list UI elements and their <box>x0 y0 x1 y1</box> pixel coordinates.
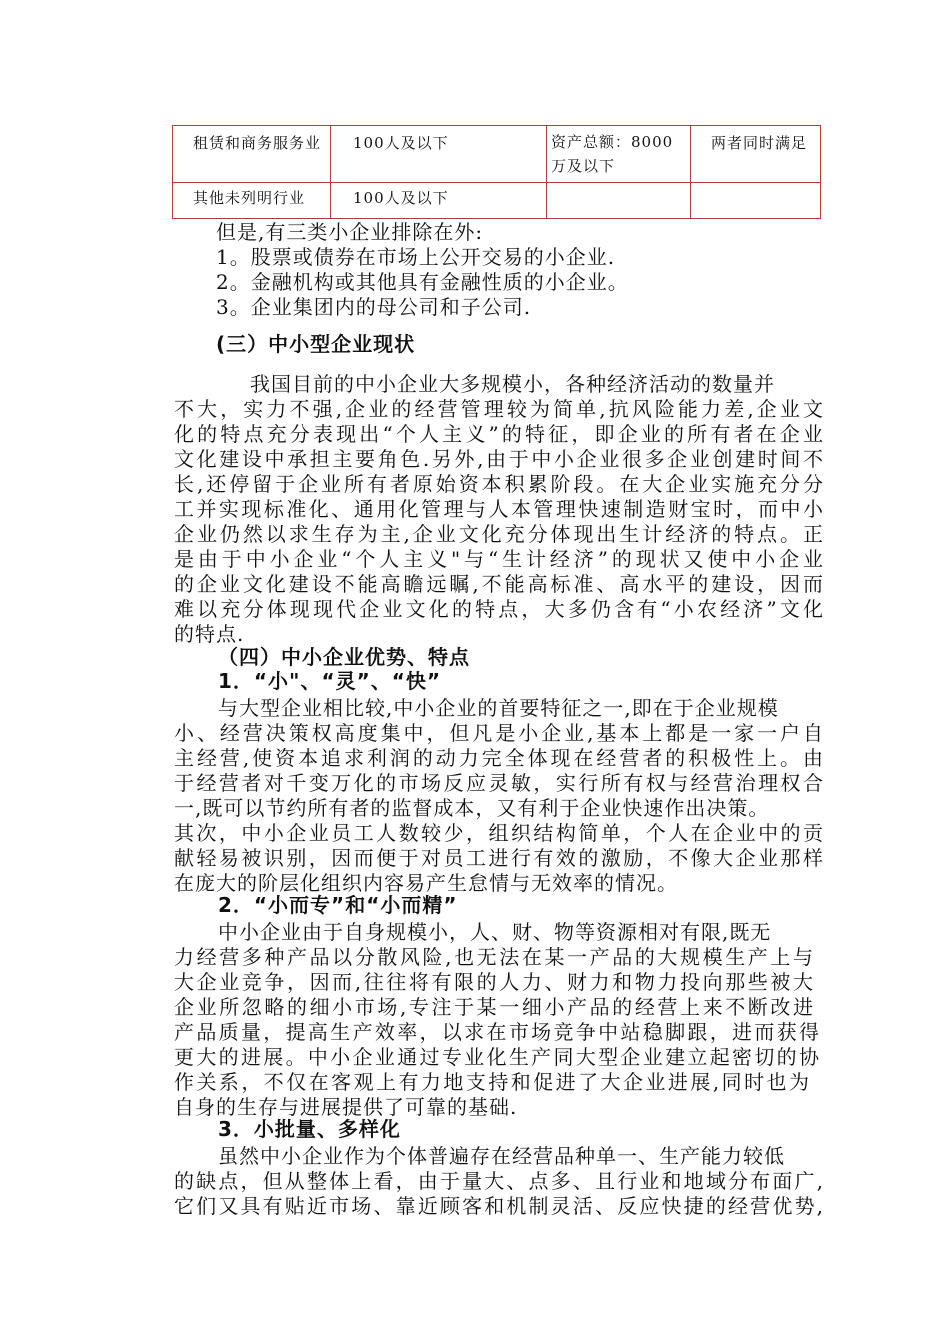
paragraph-line: 虽然中小企业作为个体普遍存在经营品种单一、生产能力较低 <box>218 1144 785 1168</box>
table-cell: 100人及以下 <box>331 183 547 219</box>
paragraph-line: 是由于中小企业“个人主义"与“生计经济”的现状又使中小企业 <box>174 547 824 571</box>
table-cell: 两者同时满足 <box>691 126 821 183</box>
table-cell <box>547 183 691 219</box>
table-cell: 资产总额：8000万及以下 <box>547 126 691 183</box>
paragraph-line: 主经营,使资本追求利润的动力完全体现在经营者的积极性上。由 <box>174 746 824 770</box>
paragraph-line: 化的特点充分表现出“个人主义”的特征，即企业的所有者在企业 <box>174 422 824 446</box>
table-cell: 100人及以下 <box>331 126 547 183</box>
paragraph-line: 不大，实力不强,企业的经营管理较为简单,抗风险能力差,企业文 <box>174 397 824 421</box>
paragraph-line: 与大型企业相比较,中小企业的首要特征之一,即在于企业规模 <box>218 696 779 720</box>
subsection-heading: 3．小批量、多样化 <box>218 1117 401 1141</box>
list-item: 3。企业集团内的母公司和子公司. <box>216 295 532 319</box>
paragraph-line: 在庞大的阶层化组织内容易产生怠情与无效率的情况。 <box>174 871 678 895</box>
paragraph-line: 作关系，不仅在客观上有力地支持和促进了大企业进展,同时也为 <box>174 1070 810 1094</box>
exclusion-intro: 但是,有三类小企业排除在外: <box>216 220 484 244</box>
paragraph-line: 力经营多种产品以分散风险,也无法在某一产品的大规模生产上与 <box>174 945 814 969</box>
list-item: 1。股票或债券在市场上公开交易的小企业. <box>216 245 616 269</box>
paragraph-line: 自身的生存与进展提供了可靠的基础. <box>174 1095 518 1119</box>
paragraph-line: 的特点. <box>174 622 245 646</box>
section-heading: (三）中小型企业现状 <box>216 332 416 356</box>
paragraph-line: 小、经营决策权高度集中，但凡是小企业,基本上都是一家一户自 <box>174 721 824 745</box>
paragraph-line: 我国目前的中小企业大多规模小，各种经济活动的数量并 <box>250 372 775 396</box>
table-cell: 租赁和商务服务业 <box>173 126 331 183</box>
paragraph-line: 难以充分体现现代企业文化的特点，大多仍含有“小农经济”文化 <box>174 597 824 621</box>
table-cell: 其他未列明行业 <box>173 183 331 219</box>
paragraph-line: 一,既可以节约所有者的监督成本，又有利于企业快速作出决策。 <box>174 796 770 820</box>
paragraph-line: 产品质量，提高生产效率，以求在市场竞争中站稳脚跟，进而获得 <box>174 1020 820 1044</box>
paragraph-line: 工并实现标准化、通用化管理与人本管理快速制造财宝时，而中小 <box>174 497 824 521</box>
section-heading: （四）中小企业优势、特点 <box>218 645 470 669</box>
paragraph-line: 它们又具有贴近市场、靠近顾客和机制灵活、反应快捷的经营优势, <box>174 1194 824 1218</box>
subsection-heading: 2．“小而专”和“小而精” <box>218 893 458 917</box>
table-row <box>173 126 821 183</box>
paragraph-line: 长,还停留于企业所有者原始资本积累阶段。在大企业实施充分分 <box>174 472 824 496</box>
paragraph-line: 更大的进展。中小企业通过专业化生产同大型企业建立起密切的协 <box>174 1045 820 1069</box>
paragraph-line: 献轻易被识别，因而便于对员工进行有效的激励，不像大企业那样 <box>174 846 824 870</box>
paragraph-line: 企业所忽略的细小市场,专注于某一细小产品的经营上来不断改进 <box>174 995 814 1019</box>
paragraph-line: 文化建设中承担主要角色.另外,由于中小企业很多企业创建时间不 <box>174 447 824 471</box>
paragraph-line: 的缺点，但从整体上看，由于量大、点多、且行业和地域分布面广, <box>174 1169 824 1193</box>
subsection-heading: 1．“小"、“灵”、“快” <box>218 669 442 693</box>
table-row <box>173 183 821 219</box>
paragraph-line: 于经营者对千变万化的市场反应灵敏，实行所有权与经营治理权合 <box>174 771 824 795</box>
paragraph-line: 中小企业由于自身规模小，人、财、物等资源相对有限,既无 <box>218 920 772 944</box>
paragraph-line: 大企业竞争，因而,往往将有限的人力、财力和物力投向那些被大 <box>174 970 814 994</box>
table-cell <box>691 183 821 219</box>
paragraph-line: 的企业文化建设不能高瞻远瞩,不能高标准、高水平的建设，因而 <box>174 572 824 596</box>
paragraph-line: 企业仍然以求生存为主,企业文化充分体现出生计经济的特点。正 <box>174 522 824 546</box>
paragraph-line: 其次，中小企业员工人数较少，组织结构简单，个人在企业中的贡 <box>174 821 824 845</box>
list-item: 2。金融机构或其他具有金融性质的小企业。 <box>216 270 629 294</box>
enterprise-size-table <box>172 125 821 219</box>
